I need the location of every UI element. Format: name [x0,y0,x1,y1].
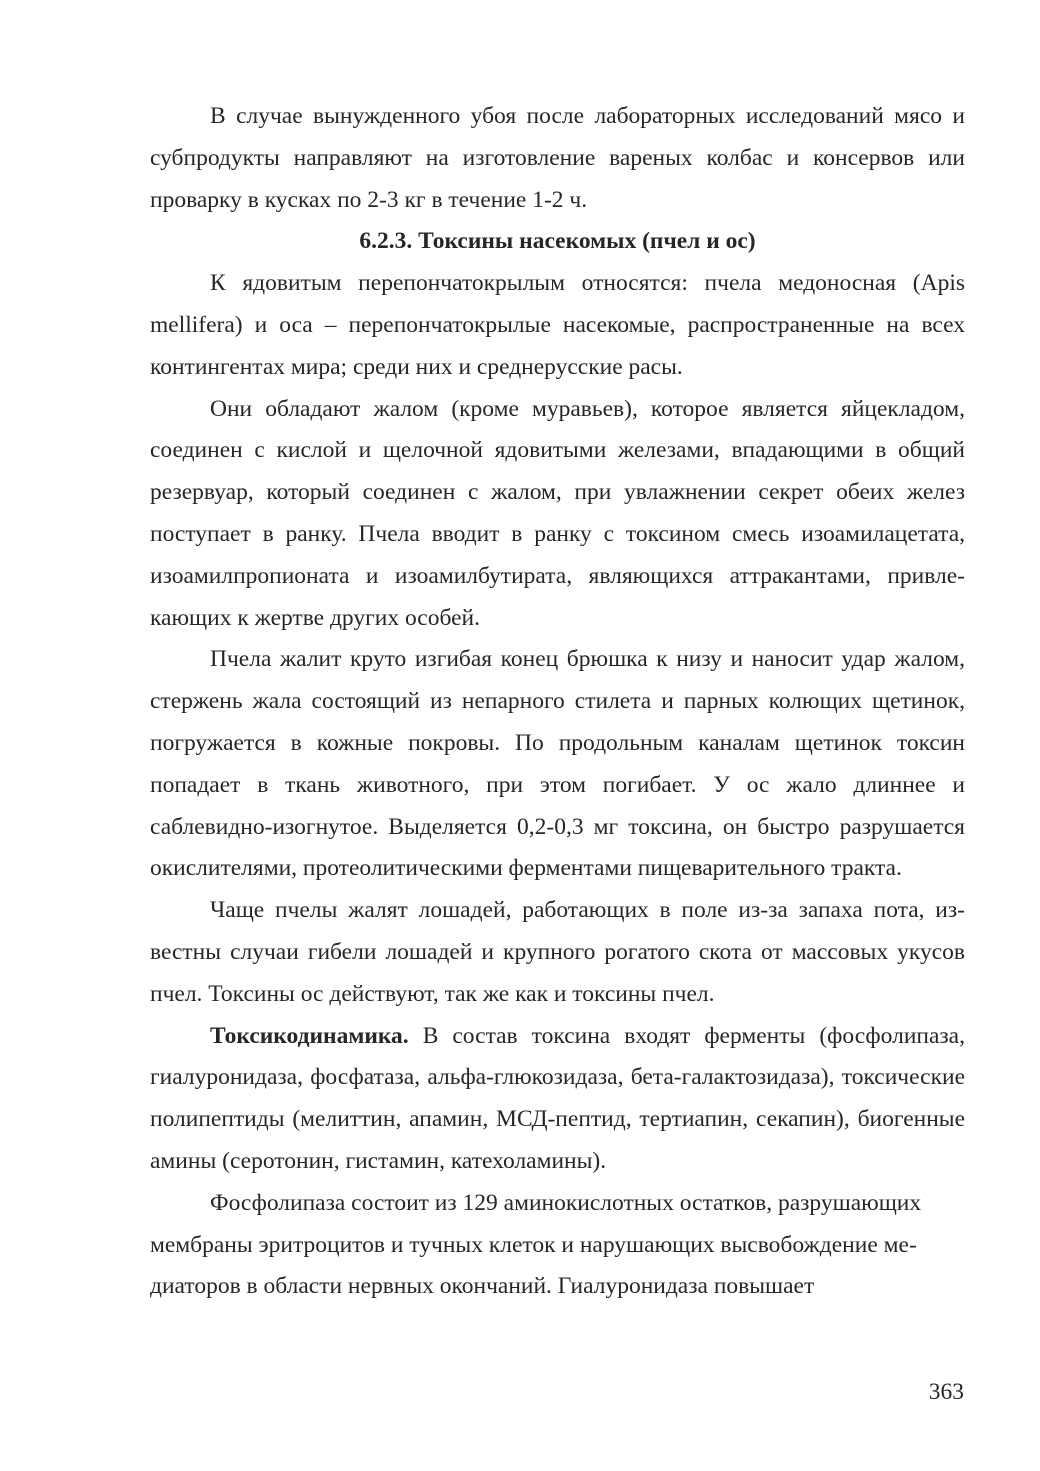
page-number: 363 [928,1379,964,1405]
paragraph-sting-mechanism: Пчела жалит круто изгибая конец брюшка к низу и наносит удар жалом, стержень жала состоящий из непарного стилета и парных колющих щетинок, погружается в кожные покровы. По продольным каналам щетинок токсин попадает в ткань животного, при этом погибает. У ос жало длиннее и саблевидно-изогнутое. Выделяется 0,2-0,3 мг токсина, он быстро разрушается окислителями, протеолитическими ферментами пищеварительного тракта. [150,646,965,882]
paragraph-sting-apparatus: Они обладают жалом (кроме муравьев), которое является яйцекладом, соединен с кислой и щелочной ядовитыми железами, впадающими в общий резервуар, который соединен с жалом, при увлажнении секрет обеих желез поступает в ранку. Пчела вводит в ранку с токсином смесь изоамилацетата, изоамилпропионата и изоамилбутирата, являющихся аттракантами, привлекающих к жертве других особей. [150,395,965,631]
paragraph-toxicodynamics [150,1016,965,1183]
toxicodynamics-text: В состав токсина входят ферменты (фосфолипаза, гиалуронидаза, фосфатаза, альфа-глюкозидаза, бета-галактозидаза), токсические полипептиды (мелиттин, апамин, МСД-пептид, тертиапин, секапин), биогенные амины (серотонин, гистамин, катехоламины). [150,1022,965,1174]
paragraph-cases: Чаще пчелы жалят лошадей, работающих в поле из-за запаха пота, известны случаи гибели лошадей и крупного рогатого скота от массовых укусов пчел. Токсины ос действуют, так же как и токсины пчел. [150,897,965,1007]
section-heading: 6.2.3. Токсины насекомых (пчел и ос) [359,228,756,255]
term-toxicodynamics: Токсикодинамика. [210,1022,409,1049]
paragraph-forced-slaughter: В случае вынужденного убоя после лабораторных исследований мясо и субпродукты направляют на изготовление вареных колбас и консервов или проварку в кусках по 2-3 кг в течение 1-2 ч. [150,103,965,213]
paragraph-venomous-insects: К ядовитым перепончатокрылым относятся: пчела медоносная (Apis mellifera) и оса – перепончатокрылые насекомые, распространенные на всех контингентах мира; среди них и среднерусские расы. [150,270,965,380]
page-body [150,96,965,1308]
paragraph-phospholipase: Фосфолипаза состоит из 129 аминокислотных остатков, разрушающих мембраны эритроцитов и тучных клеток и нарушающих высвобождение медиаторов в области нервных окончаний. Гиалуронидаза повышает [150,1189,922,1300]
